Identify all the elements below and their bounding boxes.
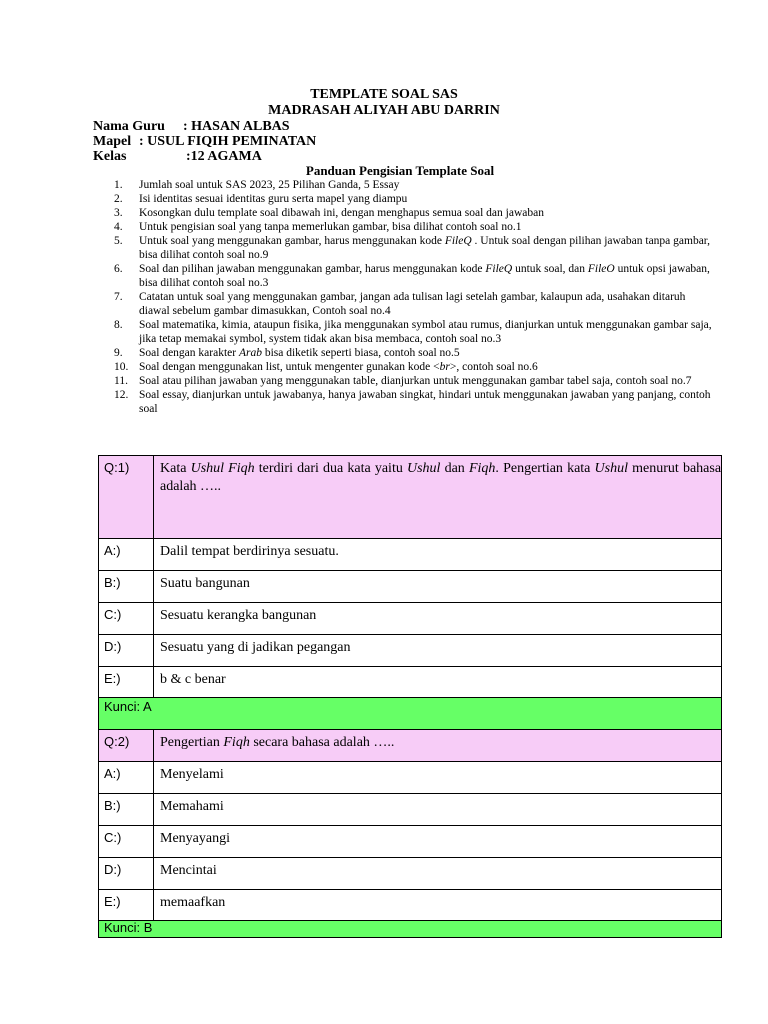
option-label: E:): [99, 890, 154, 921]
subject-value: : USUL FIQIH PEMINATAN: [139, 134, 317, 149]
teacher-label: Nama Guru: [93, 119, 165, 134]
option-label: B:): [99, 794, 154, 826]
guide-item: 3. Kosongkan dulu template soal dibawah ini, dengan menghapus semua soal dan jawaban: [114, 207, 544, 219]
option-text: Dalil tempat berdirinya sesuatu.: [154, 539, 722, 571]
option-label: E:): [99, 667, 154, 698]
guide-list: [114, 178, 714, 416]
question-number: Q:2): [99, 730, 154, 762]
option-row: [99, 603, 722, 635]
class-value: :12 AGAMA: [186, 149, 262, 164]
guide-item: 6. Soal dan pilihan jawaban menggunakan gambar, harus menggunakan kode FileQ untuk soal, dan FileO untuk opsi jawaban, bisa dilihat contoh soal no.3: [114, 263, 710, 289]
guide-item: 1. Jumlah soal untuk SAS 2023, 25 Pilihan Ganda, 5 Essay: [114, 179, 400, 191]
option-label: D:): [99, 635, 154, 667]
option-text: Sesuatu yang di jadikan pegangan: [154, 635, 722, 667]
option-label: C:): [99, 603, 154, 635]
question-row: [99, 456, 722, 539]
option-row: [99, 858, 722, 890]
option-label: D:): [99, 858, 154, 890]
guide-item: 9. Soal dengan karakter Arab bisa diketik seperti biasa, contoh soal no.5: [114, 347, 460, 359]
answer-key-row: [99, 698, 722, 730]
answer-key: Kunci: B: [99, 921, 722, 938]
answer-key-row: [99, 921, 722, 938]
guide-item: 4. Untuk pengisian soal yang tanpa memerlukan gambar, bisa dilihat contoh soal no.1: [114, 221, 522, 233]
question-row: [99, 730, 722, 762]
option-label: B:): [99, 571, 154, 603]
subject-label: Mapel: [93, 134, 132, 149]
option-label: A:): [99, 539, 154, 571]
option-row: [99, 539, 722, 571]
class-label: Kelas: [93, 149, 127, 164]
guide-item: 8. Soal matematika, kimia, ataupun fisika, jika menggunakan symbol atau rumus, dianjurkan untuk menggunakan gambar saja, jika tetap memakai symbol, system tidak akan bisa membaca, contoh soal no.3: [114, 319, 712, 345]
guide-item: 12. Soal essay, dianjurkan untuk jawabanya, hanya jawaban singkat, hindari untuk menggunakan jawaban yang panjang, contoh soal: [114, 389, 711, 415]
guide-item: 7. Catatan untuk soal yang menggunakan gambar, jangan ada tulisan lagi setelah gambar, kalaupun ada, usahakan ditaruh diawal sebelum gambar dimasukkan, Contoh soal no.4: [114, 291, 686, 317]
option-text: Mencintai: [154, 858, 722, 890]
option-row: [99, 635, 722, 667]
option-label: C:): [99, 826, 154, 858]
question-text: Kata Ushul Fiqh terdiri dari dua kata yaitu Ushul dan Fiqh. Pengertian kata Ushul menurut bahasa adalah …..: [154, 456, 722, 539]
option-row: [99, 826, 722, 858]
option-text: Menyayangi: [154, 826, 722, 858]
subject-row: [93, 134, 316, 150]
option-text: Sesuatu kerangka bangunan: [154, 603, 722, 635]
guide-item: 10. Soal dengan menggunakan list, untuk mengenter gunakan kode <br>, contoh soal no.6: [114, 361, 538, 373]
question-text: Pengertian Fiqh secara bahasa adalah …..: [154, 730, 722, 762]
option-text: Memahami: [154, 794, 722, 826]
option-row: [99, 667, 722, 698]
teacher-value: : HASAN ALBAS: [183, 119, 290, 134]
guide-item: 11. Soal atau pilihan jawaban yang menggunakan table, dianjurkan untuk menggunakan gambar tabel saja, contoh soal no.7: [114, 375, 692, 387]
guide-item: 2. Isi identitas sesuai identitas guru serta mapel yang diampu: [114, 193, 408, 205]
option-text: b & c benar: [154, 667, 722, 698]
option-row: [99, 762, 722, 794]
page-title: TEMPLATE SOAL SAS: [310, 87, 458, 102]
question-table: [98, 455, 722, 938]
answer-key: Kunci: A: [99, 698, 722, 730]
option-row: [99, 890, 722, 921]
question-number: Q:1): [99, 456, 154, 539]
option-row: [99, 794, 722, 826]
guide-item: 5. Untuk soal yang menggunakan gambar, harus menggunakan kode FileQ . Untuk soal dengan pilihan jawaban tanpa gambar, bisa dilihat contoh soal no.9: [114, 235, 711, 261]
option-text: Suatu bangunan: [154, 571, 722, 603]
option-label: A:): [99, 762, 154, 794]
option-text: Menyelami: [154, 762, 722, 794]
guide-title: Panduan Pengisian Template Soal: [305, 163, 495, 178]
school-name: MADRASAH ALIYAH ABU DARRIN: [268, 103, 500, 118]
option-text: memaafkan: [154, 890, 722, 921]
teacher-row: [93, 119, 290, 135]
option-row: [99, 571, 722, 603]
